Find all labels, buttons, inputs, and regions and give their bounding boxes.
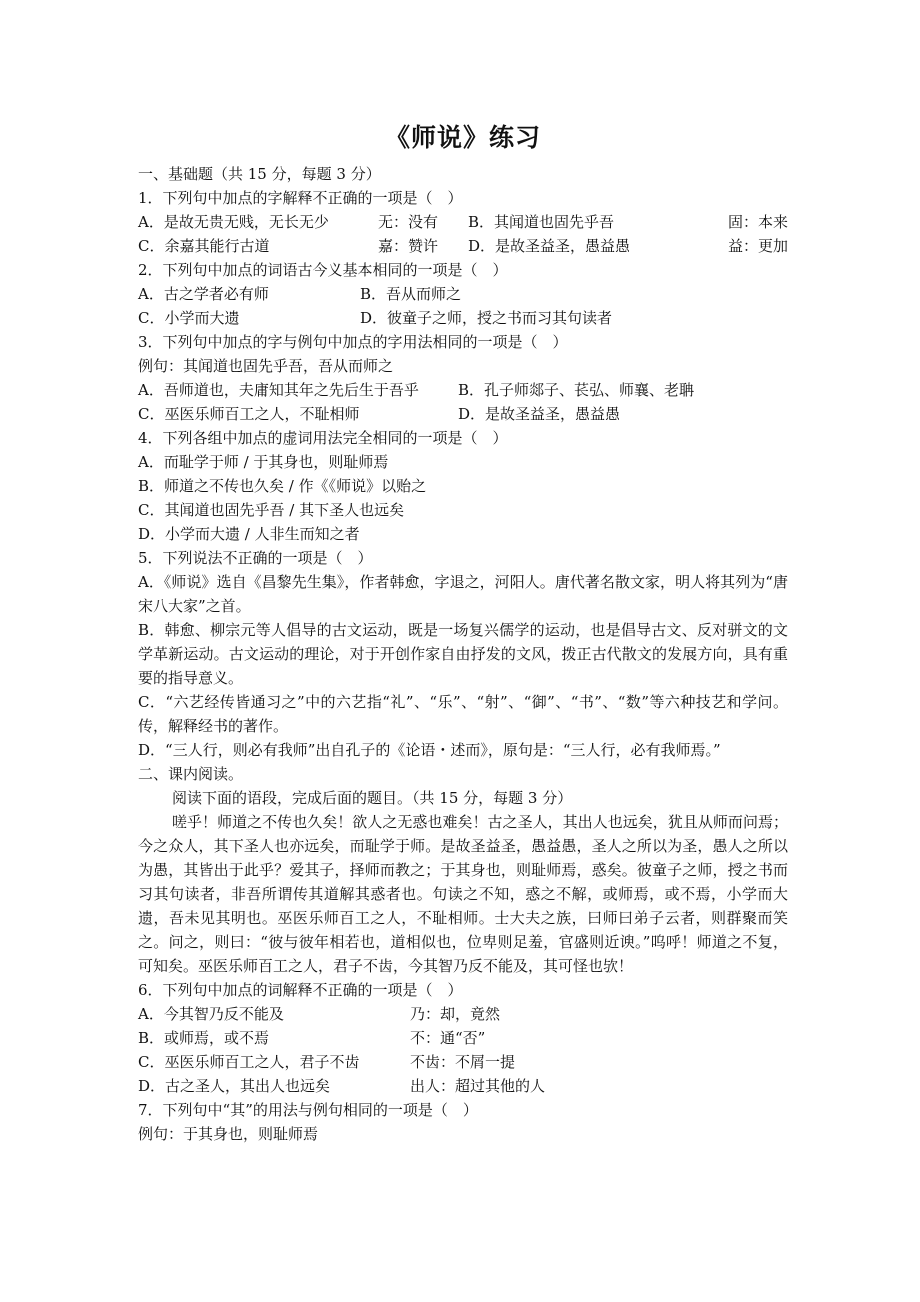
option-row [138, 1026, 788, 1050]
option-d: D．“三人行，则必有我师”出自孔子的《论语・述而》，原句是：“三人行，必有我师焉。” [138, 741, 721, 759]
option-row [138, 1074, 788, 1098]
option-c: C．余嘉其能行古道 [138, 237, 270, 255]
option-a: A．而耻学于师 / 于其身也，则耻师焉 [138, 453, 389, 471]
question-stem: 5．下列说法不正确的一项是（ ） [138, 549, 373, 567]
option-a: A．是故无贵无贱，无长无少 [138, 213, 329, 231]
section-heading: 二、课内阅读。 [138, 765, 244, 783]
example-sentence: 例句：于其身也，则耻师焉 [138, 1125, 319, 1143]
reading-instruction: 阅读下面的语段，完成后面的题目。（共 15 分，每题 3 分） [172, 789, 573, 807]
worksheet-page [138, 118, 788, 1146]
option-b-gloss: 固：本来 [728, 213, 789, 231]
option-b: B．其闻道也固先乎吾 [468, 213, 615, 231]
option-c: C．“六艺经传皆通习之”中的六艺指“礼”、“乐”、“射”、“御”、“书”、“数”等六种技艺和学问。传，解释经书的著作。 [138, 693, 788, 735]
question-stem: 6．下列句中加点的词解释不正确的一项是（ ） [138, 981, 463, 999]
option-d-gloss: 出人：超过其他的人 [410, 1077, 546, 1095]
option-d: D．古之圣人，其出人也远矣 [138, 1077, 331, 1095]
section-heading: 一、基础题（共 15 分，每题 3 分） [138, 165, 381, 183]
option-a: A．《师说》选自《昌黎先生集》，作者韩愈，字退之，河阳人。唐代著名散文家，明人将其列为“唐宋八大家”之首。 [138, 573, 788, 615]
option-d: D．是故圣益圣，愚益愚 [468, 237, 631, 255]
option-b: B．师道之不传也久矣 / 作《《师说》以贻之 [138, 477, 427, 495]
option-row [138, 1002, 788, 1026]
option-b: B．韩愈、柳宗元等人倡导的古文运动，既是一场复兴儒学的运动，也是倡导古文、反对骈文的文学革新运动。古文运动的理论，对于开创作家自由抒发的文风，拨正古代散文的发展方向，具有重要的指导意义。 [138, 621, 788, 687]
option-b-gloss: 不：通“否” [410, 1029, 486, 1047]
question-stem: 3．下列句中加点的字与例句中加点的字用法相同的一项是（ ） [138, 333, 568, 351]
option-c: C．巫医乐师百工之人，不耻相师 [138, 405, 360, 423]
option-d: D．小学而大遗 / 人非生而知之者 [138, 525, 360, 543]
option-c: C．其闻道也固先乎吾 / 其下圣人也远矣 [138, 501, 405, 519]
option-row [138, 234, 788, 258]
option-d-gloss: 益：更加 [728, 237, 789, 255]
question-stem: 2．下列句中加点的词语古今义基本相同的一项是（ ） [138, 261, 508, 279]
example-sentence: 例句：其闻道也固先乎吾，吾从而师之 [138, 357, 394, 375]
question-stem: 4．下列各组中加点的虚词用法完全相同的一项是（ ） [138, 429, 508, 447]
option-b: B．孔子师郯子、苌弘、师襄、老聃 [458, 381, 695, 399]
question-stem: 7．下列句中“其”的用法与例句相同的一项是（ ） [138, 1101, 478, 1119]
option-row [138, 282, 788, 306]
option-a-gloss: 乃：却，竟然 [410, 1005, 501, 1023]
option-b: B．或师焉，或不焉 [138, 1029, 270, 1047]
option-a: A．吾师道也，夫庸知其年之先后生于吾乎 [138, 381, 419, 399]
option-b: B．吾从而师之 [360, 285, 462, 303]
option-a: A．今其智乃反不能及 [138, 1005, 284, 1023]
option-d: D．是故圣益圣，愚益愚 [458, 405, 621, 423]
option-c-gloss: 嘉：赞许 [378, 237, 439, 255]
reading-passage: 嗟乎！师道之不传也久矣！欲人之无惑也难矣！古之圣人，其出人也远矣，犹且从师而问焉；今之众人，其下圣人也亦远矣，而耻学于师。是故圣益圣，愚益愚，圣人之所以为圣，愚人之所以为愚，其皆出于此乎？爱其子，择师而教之；于其身也，则耻师焉，惑矣。彼童子之师，授之书而习其句读者，非吾所谓传其道解其惑者也。句读之不知，惑之不解，或师焉，或不焉，小学而大遗，吾未见其明也。巫医乐师百工之人，不耻相师。士大夫之族，曰师曰弟子云者，则群聚而笑之。问之，则曰：“彼与彼年相若也，道相似也，位卑则足羞，官盛则近谀。”呜呼！师道之不复，可知矣。巫医乐师百工之人，君子不齿，今其智乃反不能及，其可怪也欤！ [138, 813, 788, 975]
option-row [138, 1050, 788, 1074]
option-a: A．古之学者必有师 [138, 285, 269, 303]
page-title: 《师说》练习 [384, 123, 541, 152]
option-c: C．小学而大遗 [138, 309, 240, 327]
option-a-gloss: 无：没有 [378, 213, 439, 231]
option-row [138, 402, 788, 426]
option-c-gloss: 不齿：不屑一提 [410, 1053, 516, 1071]
option-c: C．巫医乐师百工之人，君子不齿 [138, 1053, 360, 1071]
option-row [138, 378, 788, 402]
question-stem: 1．下列句中加点的字解释不正确的一项是（ ） [138, 189, 463, 207]
option-row [138, 210, 788, 234]
option-d: D．彼童子之师，授之书而习其句读者 [360, 309, 613, 327]
option-row [138, 306, 788, 330]
